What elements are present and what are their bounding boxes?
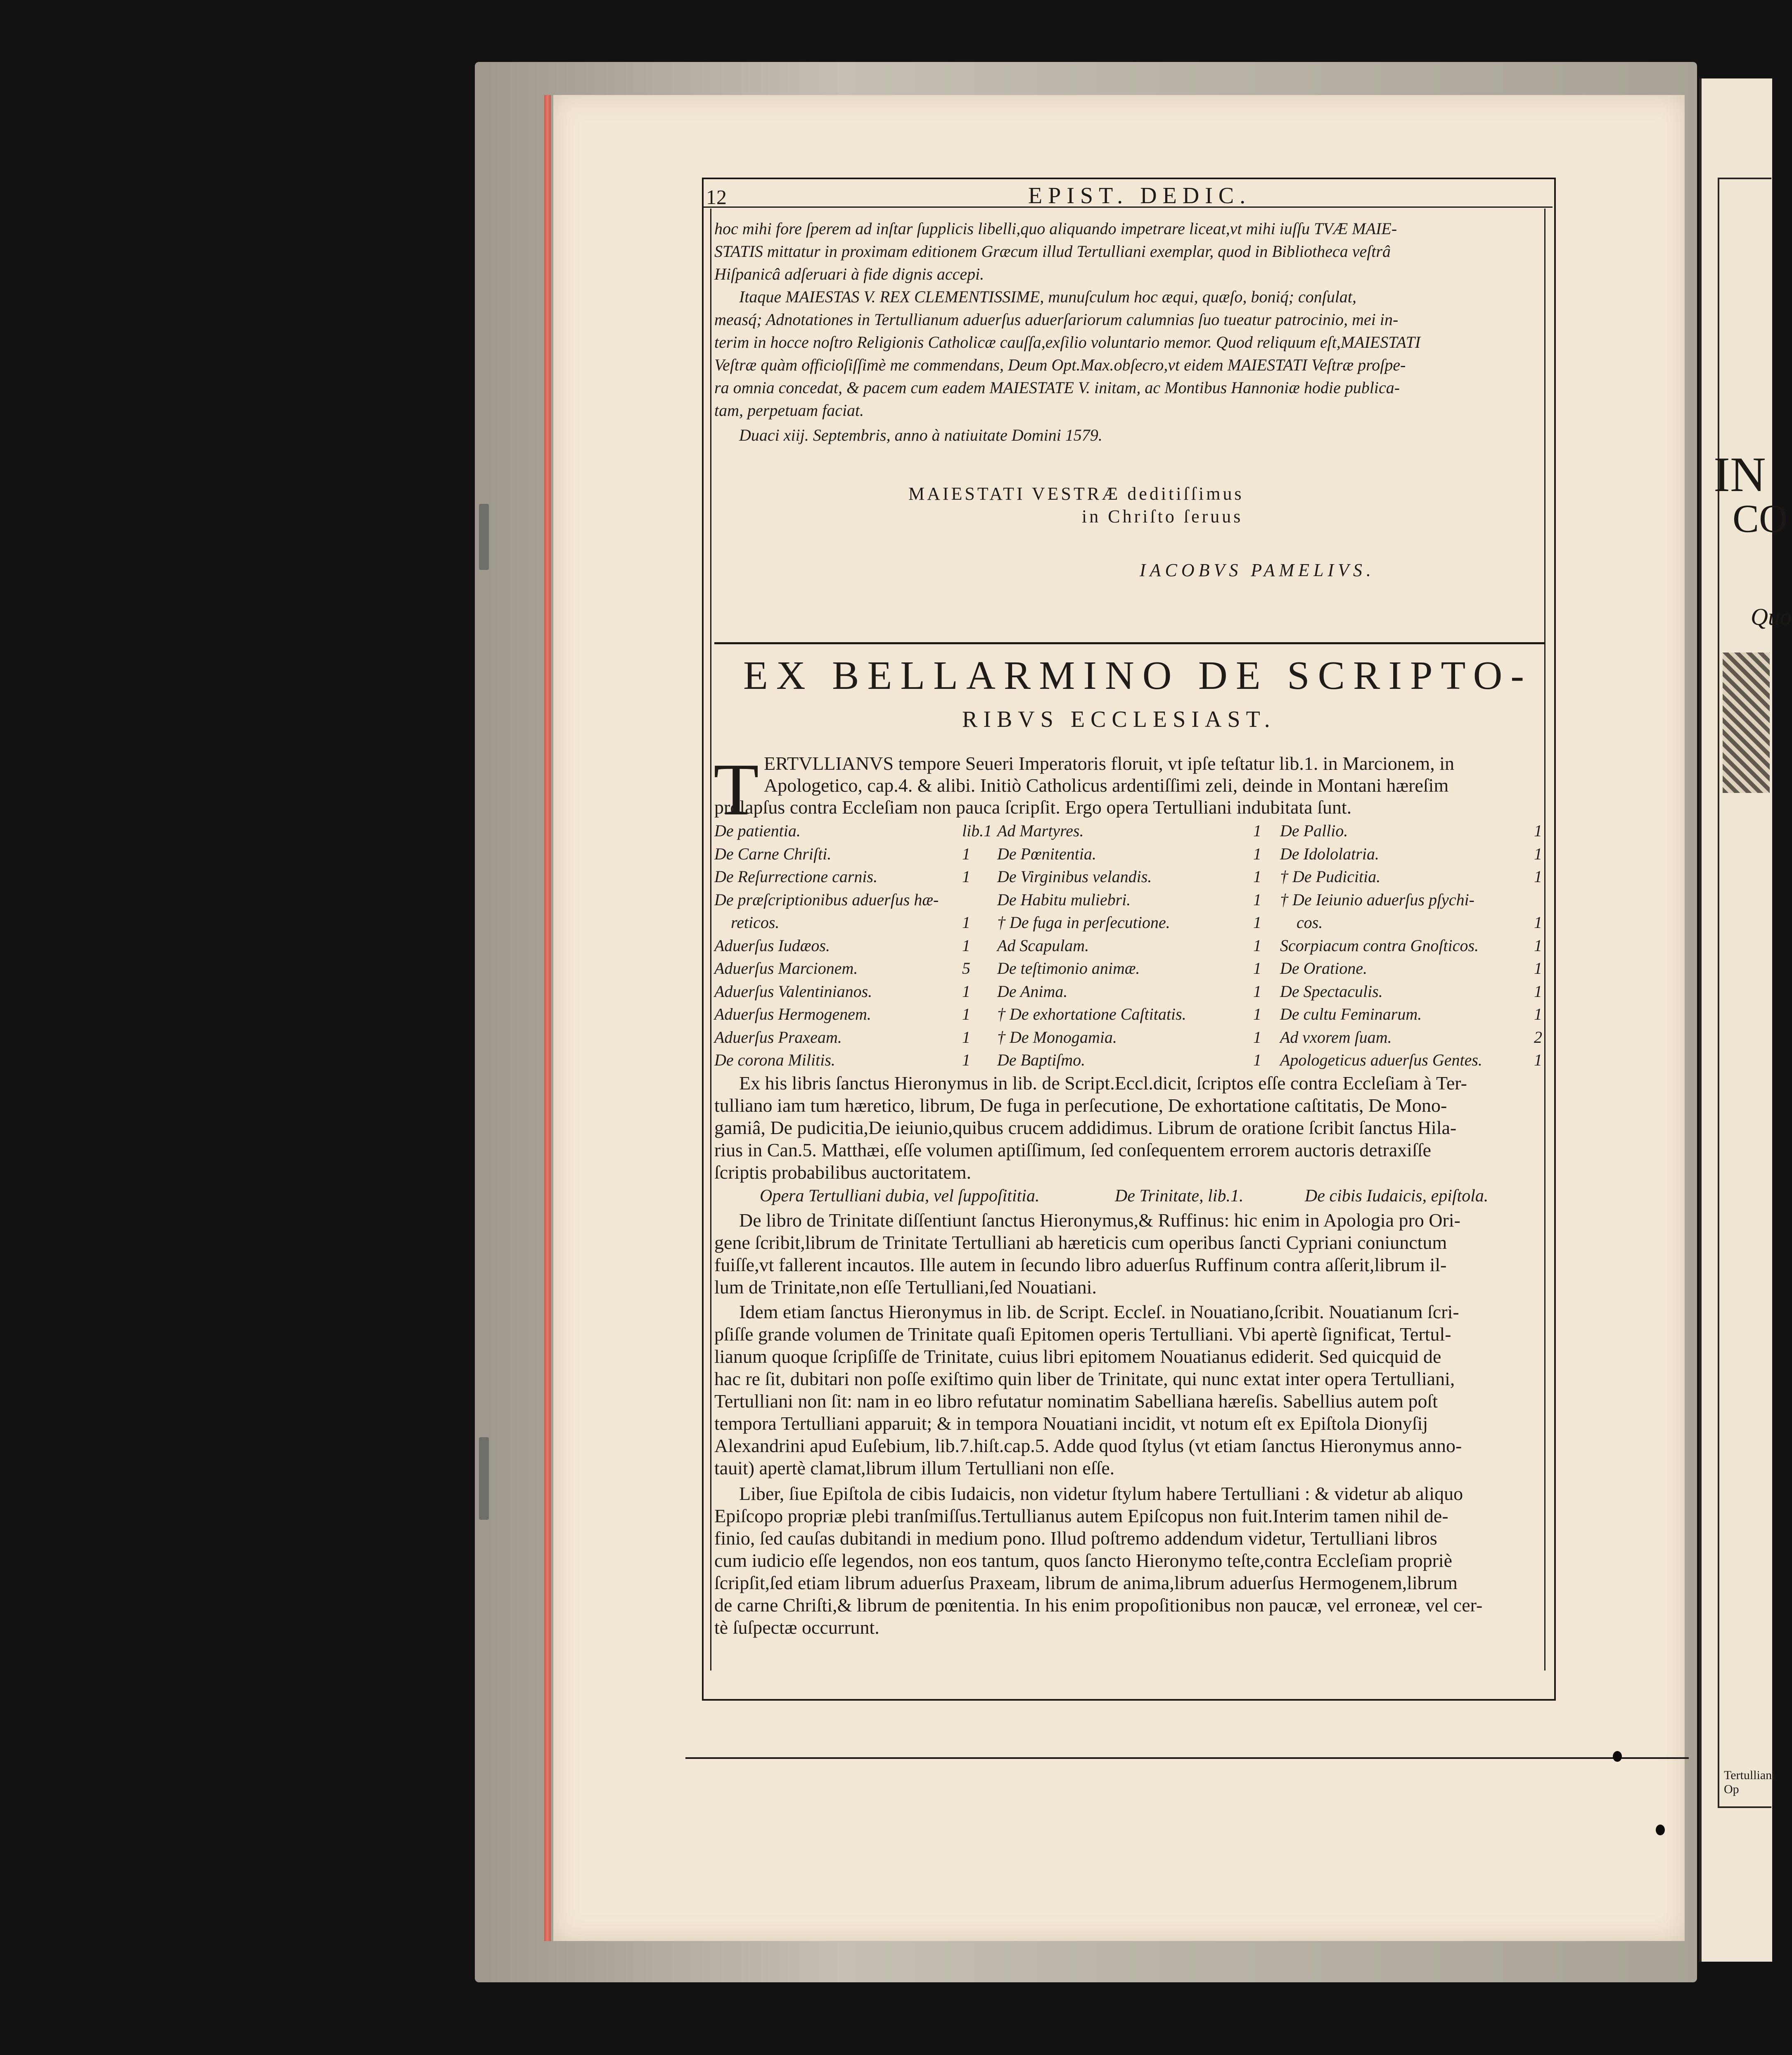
dedication-line: Veſtræ quàm officioſiſſimè me commendans, Deum Opt.Max.obſecro,vt eidem MAIESTATI Veſtræ proſpe- [714, 356, 1406, 374]
work-book-count: 1 [1253, 1028, 1261, 1046]
work-book-count: 1 [1253, 821, 1261, 840]
body-line: finio, ſed cauſas dubitandi in medium pono. Illud poſtremo addendum videtur, Tertulliani libros [714, 1528, 1437, 1549]
body-line: ſcriptis probabilibus auctoritatem. [714, 1162, 972, 1183]
work-book-count: 1 [962, 1028, 970, 1046]
body-line: rius in Can.5. Matthæi, eſſe volumen aptiſſimum, ſed conſequentem errorem auctoris detraxiſſe [714, 1139, 1432, 1160]
work-title: Scorpiacum contra Gnoſticos. [1280, 936, 1479, 955]
work-book-count: 1 [1534, 1051, 1542, 1069]
right-page-small: Quo [1751, 603, 1792, 630]
body-line: tempora Tertulliani apparuit; & in tempora Nouatiani incidit, vt notum eſt ex Epiſtola Dionyſij [714, 1413, 1428, 1434]
work-book-count: 1 [1534, 913, 1542, 932]
work-book-count: 1 [1534, 1005, 1542, 1023]
body-line: cum iudicio eſſe legendos, non eos tantum, quos ſancto Hieronymo teſte,contra Eccleſiam propriè [714, 1550, 1453, 1571]
body-line: lum de Trinitate,non eſſe Tertulliani,ſed Nouatiani. [714, 1277, 1097, 1298]
work-title: Aduerſus Praxeam. [714, 1028, 842, 1046]
inner-left-rule [710, 209, 711, 1671]
intro-line: ERTVLLIANVS tempore Seueri Imperatoris floruit, vt ipſe teſtatur lib.1. in Marcionem, in [764, 753, 1455, 774]
work-book-count: 1 [1534, 867, 1542, 886]
body-line: Alexandrini apud Euſebium, lib.7.hiſt.cap.5. Adde quod ſtylus (vt etiam ſanctus Hieronymus anno- [714, 1435, 1462, 1456]
body-line: de carne Chriſti,& librum de pœnitentia. In his enim propoſitionibus non paucæ, vel erroneæ, vel cer- [714, 1595, 1483, 1616]
work-book-count: 1 [962, 936, 970, 955]
work-title: † De exhortatione Caſtitatis. [997, 1005, 1186, 1023]
work-book-count: 1 [1534, 844, 1542, 863]
work-book-count: 1 [1253, 982, 1261, 1001]
right-page-title-1: IN [1714, 447, 1766, 502]
dedication-line: hoc mihi fore ſperem ad inſtar ſupplicis libelli,quo aliquando impetrare liceat,vt mihi iuſſu TVÆ MAIE- [714, 219, 1397, 238]
right-page-frame [1718, 178, 1771, 1808]
body-line: ſcripſit,ſed etiam librum aduerſus Praxeam, librum de anima,librum aduerſus Hermogenem,librum [714, 1572, 1458, 1593]
dubia-item: De Trinitate, lib.1. [1115, 1186, 1244, 1205]
body-line: pſiſſe grande volumen de Trinitate quaſi Epitomen operis Tertulliani. Vbi apertè ſignificat, Tertul- [714, 1324, 1451, 1345]
work-book-count: 1 [962, 844, 970, 863]
dedication-line: measq́; Adnotationes in Tertullianum aduerſus aduerſariorum calumnias ſuo tueatur patrocinio, mei in- [714, 310, 1399, 329]
work-book-count: 1 [1534, 936, 1542, 955]
section-heading: EX BELLARMINO DE SCRIPTO- [743, 653, 1533, 698]
work-title: Ad Scapulam. [997, 936, 1089, 955]
work-title: † De fuga in perſecutione. [997, 913, 1170, 932]
body-line: tauit) apertè clamat,librum illum Tertulliani non eſſe. [714, 1457, 1115, 1478]
work-book-count: 1 [1253, 913, 1261, 932]
body-line: De libro de Trinitate diſſentiunt ſanctus Hieronymus,& Ruffinus: hic enim in Apologia pro Ori- [739, 1210, 1460, 1231]
salutation-line-2: in Chriſto ſeruus [1082, 506, 1243, 527]
work-book-count: 1 [1534, 982, 1542, 1001]
work-book-count: 1 [962, 867, 970, 886]
work-title: De Idololatria. [1280, 844, 1379, 863]
dedication-line: Hiſpanicâ adſeruari à fide dignis accepi. [714, 265, 984, 283]
work-title: De Oratione. [1280, 959, 1368, 978]
work-book-count: 1 [1253, 1051, 1261, 1069]
work-book-count: 1 [1534, 959, 1542, 978]
page-bottom-rule [685, 1757, 1689, 1759]
work-title: De Carne Chriſti. [714, 844, 832, 863]
ink-spot [1656, 1825, 1665, 1835]
section-subheading: RIBVS ECCLESIAST. [962, 707, 1276, 732]
work-title: reticos. [731, 913, 780, 932]
work-book-count: 1 [962, 982, 970, 1001]
body-line: Liber, ſiue Epiſtola de cibis Iudaicis, non videtur ſtylum habere Tertulliani : & videtur ab aliquo [739, 1483, 1463, 1504]
red-page-edge [544, 95, 551, 1941]
work-title: De teſtimonio animæ. [997, 959, 1140, 978]
work-title: † De Monogamia. [997, 1028, 1117, 1046]
work-title: Aduerſus Marcionem. [714, 959, 858, 978]
dedication-line: STATIS mittatur in proximam editionem Græcum illud Tertulliani exemplar, quod in Bibliotheca veſtrâ [714, 242, 1391, 261]
clasp-upper [479, 504, 489, 570]
body-line: fuiſſe,vt fallerent incautos. Ille autem in ſecundo libro aduerſus Ruffinum contra aſſerit,librum il- [714, 1254, 1447, 1275]
work-book-count: 1 [962, 913, 970, 932]
work-book-count: lib.1 [962, 821, 992, 840]
work-book-count: 1 [962, 1005, 970, 1023]
work-title: De Pœnitentia. [997, 844, 1096, 863]
right-page-title-2: CO [1733, 496, 1788, 541]
work-book-count: 5 [962, 959, 970, 978]
signature: IACOBVS PAMELIVS. [1140, 560, 1375, 580]
work-book-count: 1 [1253, 867, 1261, 886]
folio-number: 12 [706, 185, 727, 209]
work-book-count: 1 [1253, 890, 1261, 909]
work-title: Apologeticus aduerſus Gentes. [1280, 1051, 1482, 1069]
work-title: De Pallio. [1280, 821, 1348, 840]
body-line: Epiſcopo propriæ plebi tranſmiſſus.Tertullianus autem Epiſcopus non fuit.Interim tamen nihil de- [714, 1505, 1448, 1526]
body-line: gamiâ, De pudicitia,De ieiunio,quibus crucem addidimus. Librum de oratione ſcribit ſanctus Hila- [714, 1117, 1457, 1138]
work-book-count: 1 [1534, 821, 1542, 840]
work-title: De Virginibus velandis. [997, 867, 1152, 886]
body-line: Ex his libris ſanctus Hieronymus in lib. de Script.Eccl.dicit, ſcriptos eſſe contra Eccleſiam à Ter- [739, 1073, 1467, 1094]
work-title: De præſcriptionibus aduerſus hæ- [714, 890, 939, 909]
intro-line: prolapſus contra Eccleſiam non pauca ſcripſit. Ergo opera Tertulliani indubitata ſunt. [714, 797, 1352, 818]
dedication-line: terim in hocce noſtro Religionis Catholicæ cauſſa,exſilio voluntario memor. Quod reliquum eſt,MAIESTATI [714, 333, 1421, 351]
body-line: hac re ſit, dubitari non poſſe exiſtimo quin liber de Trinitate, qui nunc extat inter opera Tertulliani, [714, 1368, 1455, 1389]
dedication-line: tam, perpetuam faciat. [714, 401, 864, 420]
right-page-footer: Tertulliani Op [1724, 1768, 1775, 1796]
body-line: tè ſuſpectæ occurrunt. [714, 1617, 879, 1638]
right-page-ornament [1723, 653, 1770, 793]
clasp-lower [479, 1437, 489, 1520]
intro-line: Apologetico, cap.4. & alibi. Initiò Catholicus ardentiſſimi zeli, deinde in Montani hæreſim [764, 775, 1449, 796]
running-head: EPIST. DEDIC. [1028, 183, 1252, 209]
work-title: De corona Militis. [714, 1051, 835, 1069]
dedication-line: ra omnia concedat, & pacem cum eadem MAIESTATE V. initam, ac Montibus Hannoniæ hodie publica- [714, 378, 1400, 397]
work-title: Aduerſus Valentinianos. [714, 982, 872, 1001]
dubia-label: Opera Tertulliani dubia, vel ſuppoſititia. [760, 1186, 1040, 1205]
work-title: De Anima. [997, 982, 1068, 1001]
body-line: tulliano iam tum hæretico, librum, De fuga in perſecutione, De exhortatione caſtitatis, De Mono- [714, 1095, 1447, 1116]
work-title: Aduerſus Hermogenem. [714, 1005, 871, 1023]
ink-spot [1613, 1751, 1622, 1762]
work-title: De Reſurrectione carnis. [714, 867, 878, 886]
salutation-line-1: MAIESTATI VESTRÆ deditiſſimus [908, 484, 1244, 504]
work-title: De cultu Feminarum. [1280, 1005, 1422, 1023]
work-title: De Habitu muliebri. [997, 890, 1131, 909]
work-title: De Spectaculis. [1280, 982, 1383, 1001]
work-book-count: 2 [1534, 1028, 1542, 1046]
dedication-date: Duaci xiij. Septembris, anno à natiuitate Domini 1579. [739, 426, 1102, 444]
drop-cap: T [713, 748, 759, 831]
work-title: Ad vxorem ſuam. [1280, 1028, 1392, 1046]
body-line: Idem etiam ſanctus Hieronymus in lib. de Script. Eccleſ. in Nouatiano,ſcribit. Nouatianum ſcri- [739, 1301, 1459, 1322]
work-book-count: 1 [1253, 1005, 1261, 1023]
dubia-item: De cibis Iudaicis, epiſtola. [1305, 1186, 1489, 1205]
work-title: cos. [1297, 913, 1323, 932]
work-book-count: 1 [1253, 844, 1261, 863]
work-title: † De Pudicitia. [1280, 867, 1381, 886]
work-title: Ad Martyres. [997, 821, 1084, 840]
work-book-count: 1 [1253, 959, 1261, 978]
body-line: gene ſcribit,librum de Trinitate Tertulliani ab hæreticis cum operibus ſancti Cypriani coniunctum [714, 1232, 1447, 1253]
work-book-count: 1 [1253, 936, 1261, 955]
work-title: De patientia. [714, 821, 801, 840]
work-title: † De Ieiunio aduerſus pſychi- [1280, 890, 1474, 909]
work-title: De Baptiſmo. [997, 1051, 1086, 1069]
body-line: Tertulliani non ſit: nam in eo libro refutatur nominatim Sabelliana hæreſis. Sabellius autem poſt [714, 1391, 1438, 1412]
work-book-count: 1 [962, 1051, 970, 1069]
dedication-line: Itaque MAIESTAS V. REX CLEMENTISSIME, munuſculum hoc æqui, quæſo, boniq́; conſulat, [739, 287, 1357, 306]
inner-right-rule [1544, 209, 1545, 1671]
body-line: lianum quoque ſcripſiſſe de Trinitate, cuius libri epitomem Nouatianus ediderit. Sed quicquid de [714, 1346, 1441, 1367]
section-rule [714, 642, 1544, 644]
work-title: Aduerſus Iudæos. [714, 936, 830, 955]
